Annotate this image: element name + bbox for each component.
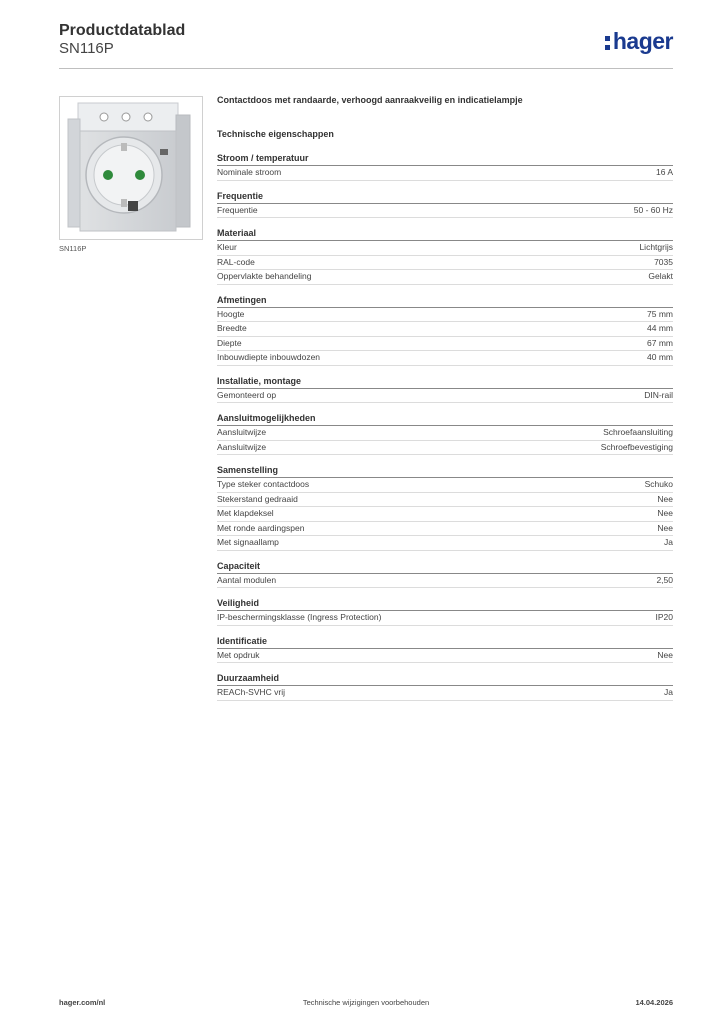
spec-row <box>217 649 673 664</box>
spec-section <box>217 635 673 664</box>
spec-row <box>217 308 673 323</box>
logo-dots-icon <box>605 34 610 50</box>
spec-row <box>217 478 673 493</box>
spec-value: 2,50 <box>656 574 673 585</box>
spec-row <box>217 611 673 626</box>
spec-label: Inbouwdiepte inbouwdozen <box>217 352 321 362</box>
section-title: Identificatie <box>217 635 673 649</box>
spec-row <box>217 507 673 522</box>
spec-section <box>217 375 673 404</box>
spec-value: Ja <box>664 687 673 697</box>
spec-section <box>217 412 673 455</box>
spec-value: 67 mm <box>647 337 673 348</box>
product-image <box>59 96 203 240</box>
section-title: Afmetingen <box>217 294 673 308</box>
spec-value: Lichtgrijs <box>639 242 673 252</box>
spec-label: Breedte <box>217 323 247 333</box>
section-title: Capaciteit <box>217 560 673 574</box>
section-title: Duurzaamheid <box>217 672 673 686</box>
page-header <box>59 20 673 69</box>
spec-value: Nee <box>657 649 673 660</box>
product-description: Contactdoos met randaarde, verhoogd aanraakveilig en indicatielampje <box>217 95 523 105</box>
spec-value: DIN-rail <box>644 389 673 400</box>
spec-row <box>217 204 673 219</box>
spec-section <box>217 560 673 589</box>
spec-section <box>217 597 673 626</box>
image-caption: SN116P <box>59 244 87 253</box>
spec-label: Oppervlakte behandeling <box>217 271 312 281</box>
spec-row <box>217 270 673 285</box>
spec-value: Schroefaansluiting <box>603 427 673 437</box>
spec-row <box>217 256 673 271</box>
spec-section <box>217 464 673 551</box>
spec-value: Ja <box>664 537 673 547</box>
spec-label: Met ronde aardingspen <box>217 522 305 533</box>
spec-label: Diepte <box>217 337 242 348</box>
product-code: SN116P <box>59 40 114 57</box>
spec-label: Gemonteerd op <box>217 389 277 400</box>
spec-label: RAL-code <box>217 256 255 267</box>
spec-row <box>217 322 673 337</box>
spec-section <box>217 190 673 219</box>
spec-label: REACh-SVHC vrij <box>217 687 286 697</box>
spec-label: Aansluitwijze <box>217 441 267 452</box>
socket-illustration <box>60 97 202 239</box>
spec-value: Schuko <box>644 479 673 489</box>
footer-website: hager.com/nl <box>59 998 106 1007</box>
spec-label: Met klapdeksel <box>217 508 274 518</box>
spec-row <box>217 441 673 456</box>
spec-label: Aantal modulen <box>217 574 277 585</box>
section-title: Aansluitmogelijkheden <box>217 412 673 426</box>
spec-label: Hoogte <box>217 308 245 319</box>
spec-row <box>217 351 673 366</box>
spec-label: IP-beschermingsklasse (Ingress Protection) <box>217 612 382 622</box>
spec-label: Nominale stroom <box>217 167 282 177</box>
spec-value: Nee <box>657 493 673 504</box>
spec-label: Frequentie <box>217 204 258 215</box>
spec-value: 40 mm <box>647 352 673 362</box>
spec-label: Stekerstand gedraaid <box>217 493 298 504</box>
spec-value: 44 mm <box>647 323 673 333</box>
footer-note: Technische wijzigingen voorbehouden <box>302 998 430 1007</box>
spec-value: Schroefbevestiging <box>600 441 673 452</box>
document-title: Productdatablad <box>59 22 186 39</box>
spec-row <box>217 686 673 701</box>
section-title: Stroom / temperatuur <box>217 152 673 166</box>
spec-value: 75 mm <box>647 308 673 319</box>
logo-text: hager <box>612 28 673 54</box>
footer-date: 14.04.2026 <box>635 998 673 1007</box>
spec-label: Aansluitwijze <box>217 427 267 437</box>
section-title: Frequentie <box>217 190 673 204</box>
section-title: Samenstelling <box>217 464 673 478</box>
spec-content <box>217 95 673 701</box>
spec-section <box>217 672 673 701</box>
spec-row <box>217 241 673 256</box>
spec-row <box>217 574 673 589</box>
section-title: Installatie, montage <box>217 375 673 389</box>
spec-section <box>217 294 673 366</box>
tech-properties-title: Technische eigenschappen <box>217 129 334 139</box>
spec-label: Met opdruk <box>217 649 260 660</box>
spec-label: Kleur <box>217 242 237 252</box>
spec-value: 50 - 60 Hz <box>633 204 673 215</box>
spec-label: Met signaallamp <box>217 537 279 547</box>
hager-logo <box>605 28 673 55</box>
spec-value: IP20 <box>655 612 673 622</box>
section-title: Materiaal <box>217 227 673 241</box>
spec-value: Nee <box>657 522 673 533</box>
spec-value: Nee <box>657 508 673 518</box>
spec-section <box>217 227 673 285</box>
spec-value: 7035 <box>654 256 673 267</box>
spec-row <box>217 337 673 352</box>
spec-section <box>217 152 673 181</box>
spec-row <box>217 166 673 181</box>
spec-row <box>217 389 673 404</box>
spec-row <box>217 536 673 551</box>
spec-value: Gelakt <box>648 271 673 281</box>
spec-row <box>217 522 673 537</box>
spec-label: Type steker contactdoos <box>217 479 310 489</box>
spec-sections <box>217 152 673 701</box>
spec-row <box>217 426 673 441</box>
section-title: Veiligheid <box>217 597 673 611</box>
spec-value: 16 A <box>655 167 673 177</box>
spec-row <box>217 493 673 508</box>
